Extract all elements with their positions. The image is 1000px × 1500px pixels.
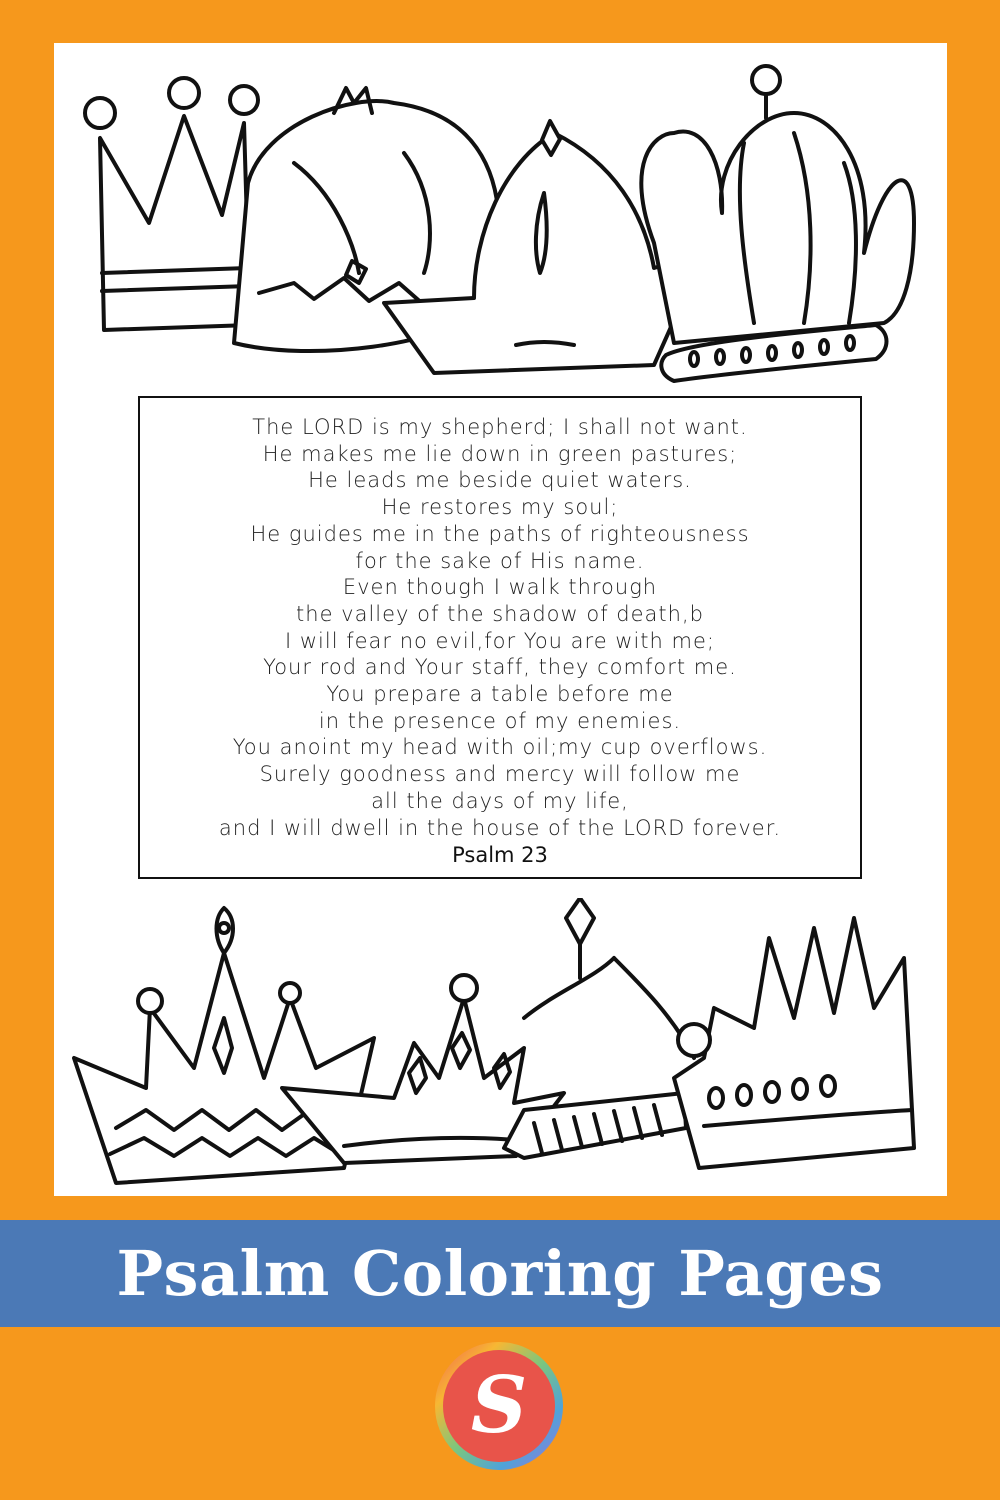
crown-icon	[524, 898, 694, 1058]
verse-line: He leads me beside quiet waters.	[308, 468, 692, 493]
verse-line: Surely goodness and mercy will follow me	[259, 762, 741, 787]
banner-title: Psalm Coloring Pages	[116, 1237, 884, 1310]
verse-line: I will fear no evil,for You are with me;	[285, 628, 715, 653]
crown-icon	[674, 918, 914, 1168]
psalm-reference: Psalm 23	[452, 843, 548, 868]
verse-line: He makes me lie down in green pastures;	[262, 441, 738, 466]
logo-letter: S	[470, 1360, 528, 1451]
verse-line: He guides me in the paths of righteousness	[250, 521, 750, 546]
verse-line: You anoint my head with oil;my cup overflows.	[232, 735, 768, 760]
top-crowns-illustration	[54, 43, 947, 393]
verse-line: the valley of the shadow of death,b	[296, 601, 704, 626]
verse-line: and I will dwell in the house of the LORD forever.	[218, 815, 782, 840]
brand-logo-icon[interactable]	[433, 1340, 565, 1472]
verse-line: He restores my soul;	[381, 495, 619, 520]
coloring-sheet	[54, 43, 947, 1196]
verse-line: in the presence of my enemies.	[318, 708, 682, 733]
verse-line: Even though I walk through	[342, 575, 658, 600]
crown-icon	[641, 66, 914, 381]
verse-line: The LORD is my shepherd; I shall not want.	[252, 415, 748, 439]
title-banner	[0, 1220, 1000, 1327]
psalm-text-box	[138, 396, 862, 879]
crown-icon	[85, 78, 258, 330]
verse-line: all the days of my life,	[371, 788, 629, 813]
verse-line: for the sake of His name.	[355, 548, 645, 573]
bottom-crowns-illustration	[54, 898, 947, 1196]
verse-line: You prepare a table before me	[326, 682, 674, 707]
psalm-verses	[140, 414, 860, 841]
verse-line: Your rod and Your staff, they comfort me.	[263, 655, 737, 680]
